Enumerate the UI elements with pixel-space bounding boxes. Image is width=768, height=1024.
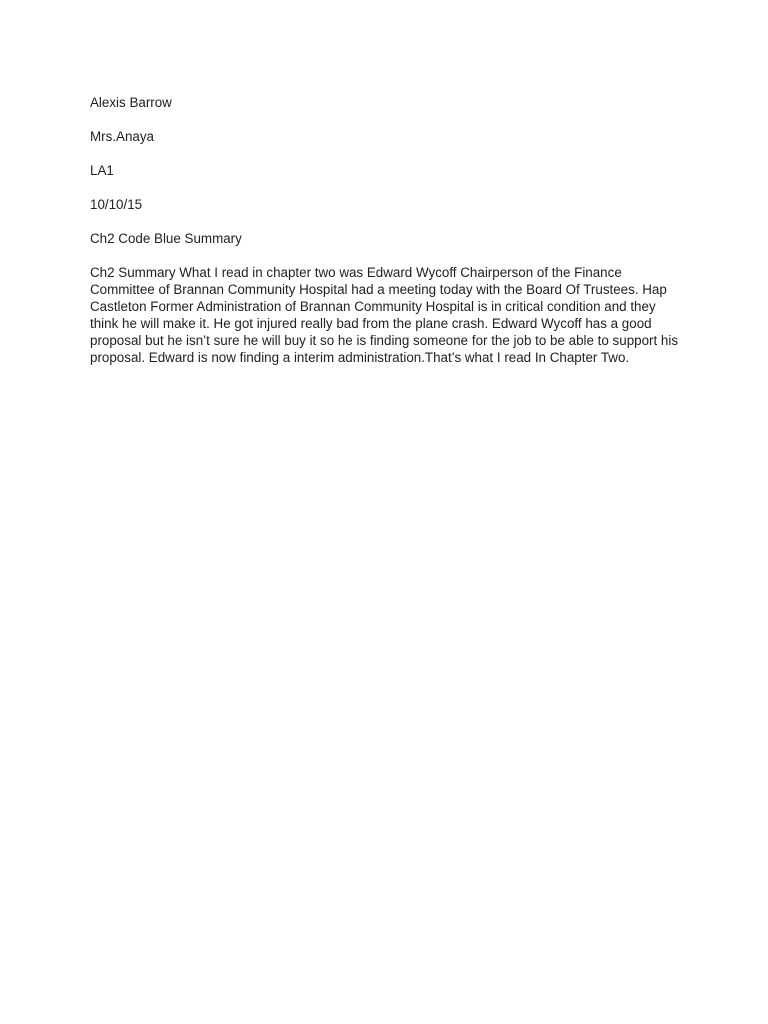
student-name: Alexis Barrow <box>90 95 172 110</box>
summary-paragraph: Ch2 Summary What I read in chapter two was Edward Wycoff Chairperson of the Finance Committee of Brannan Community Hospital had a meeting today with the Board Of Trustees. Hap Castleton Former Administration of Brannan Community Hospital is in critical condition and they think he will make it. He got injured really bad from the plane crash. Edward Wycoff has a good proposal but he isn’t sure he will buy it so he is finding someone for the job to be able to support his proposal. Edward is now finding a interim administration.That’s what I read In Chapter Two. <box>90 265 679 365</box>
teacher-name: Mrs.Anaya <box>90 129 154 144</box>
document-title: Ch2 Code Blue Summary <box>90 231 242 246</box>
class-name: LA1 <box>90 163 114 178</box>
document-text <box>90 94 680 366</box>
document-date: 10/10/15 <box>90 197 143 212</box>
